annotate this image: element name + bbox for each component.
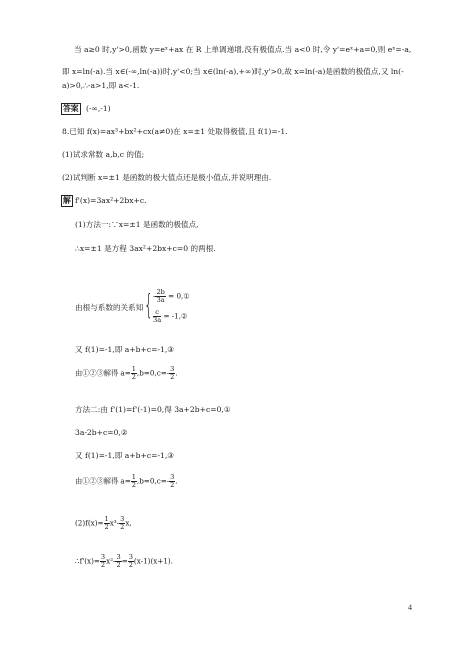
fpx-coef-2: $\frac{3}{2}$ [116, 553, 121, 569]
page-number: 4 [408, 603, 412, 612]
method-2-line-2: 3a-2b+c=0,② [75, 428, 128, 437]
solution-derivative: f'(x)=3ax²+2bx+c. [75, 196, 147, 205]
fpx-coef-1: $\frac{3}{2}$ [100, 553, 106, 569]
question-8-part-1: (1)试求常数 a,b,c 的值; [62, 150, 145, 159]
question-8-part-2: (2)试判断 x=±1 是函数的极大值点还是极小值点,并说明理由. [62, 173, 272, 182]
vieta-prefix: 由根与系数的关系知 [75, 303, 144, 312]
part-2-derivative: ∴f'(x)= $\frac{3}{2}$ x²- $\frac{3}{2}$ = $\frac{3}{2}$ (x-1)(x+1). [75, 553, 174, 569]
method-2-solution: 由①②③解得 a= $\frac{1}{2}$ ,b=0,c=- $\frac{3}{2}$ . [75, 473, 178, 489]
answer-value: (-∞,-1) [86, 104, 111, 113]
eq2-fraction: $\frac{c}{3a}$ [153, 308, 162, 324]
eq1-fraction: $\frac{2b}{3a}$ [156, 288, 165, 304]
fx-coef-2: $\frac{3}{2}$ [120, 515, 125, 531]
method-2-line-3: 又 f(1)=-1,即 a+b+c=-1,③ [75, 451, 175, 460]
method-2-line-1: 方法二:由 f'(1)=f'(-1)=0,得 3a+2b+c=0,① [75, 405, 231, 414]
method-1-line-2: ∴x=±1 是方程 3ax²+2bx+c=0 的两根. [75, 244, 216, 253]
c-fraction-2: $\frac{3}{2}$ [170, 473, 175, 489]
text-line-1: 当 a≥0 时,y'>0,函数 y=eˣ+ax 在 R 上单调递增,没有极值点.当 a<0 时,令 y'=eˣ+a=0,则 eˣ=-a, [74, 45, 412, 54]
method-1-solution: 由①②③解得 a= $\frac{1}{2}$ ,b=0,c=- $\frac{3}{2}$ . [75, 365, 178, 381]
question-8: 8.已知 f(x)=ax³+bx²+cx(a≠0)在 x=±1 处取得极值,且 f(1)=-1. [62, 127, 288, 136]
c-fraction: $\frac{3}{2}$ [170, 365, 175, 381]
a-fraction-2: $\frac{1}{2}$ [131, 473, 136, 489]
method-1-eq-3: 又 f(1)=-1,即 a+b+c=-1,③ [75, 345, 175, 354]
solution-tag: 解 [63, 196, 71, 205]
a-fraction: $\frac{1}{2}$ [131, 365, 136, 381]
text-line-2: 即 x=ln(-a).当 x∈(-∞,ln(-a))时,y'<0;当 x∈(ln(-a),+∞)时,y'>0,故 x=ln(-a)是函数的极值点,又 ln(- [62, 67, 404, 76]
fpx-coef-3: $\frac{3}{2}$ [128, 553, 133, 569]
fx-coef-1: $\frac{1}{2}$ [104, 515, 109, 531]
method-1-line-1: (1)方法一:∵x=±1 是函数的极值点, [75, 220, 199, 229]
answer-tag: 答案 [63, 104, 79, 113]
system-eq-1: - $\frac{2b}{3a}$ = 0,① [153, 288, 190, 304]
text-line-3: a)>0,∴-a>1,即 a<-1. [62, 81, 140, 90]
system-eq-2: $\frac{c}{3a}$ = -1,② [153, 308, 188, 324]
part-2-function: (2)f(x)= $\frac{1}{2}$ x³- $\frac{3}{2}$ x, [75, 515, 132, 531]
system-brace: { [144, 288, 153, 321]
